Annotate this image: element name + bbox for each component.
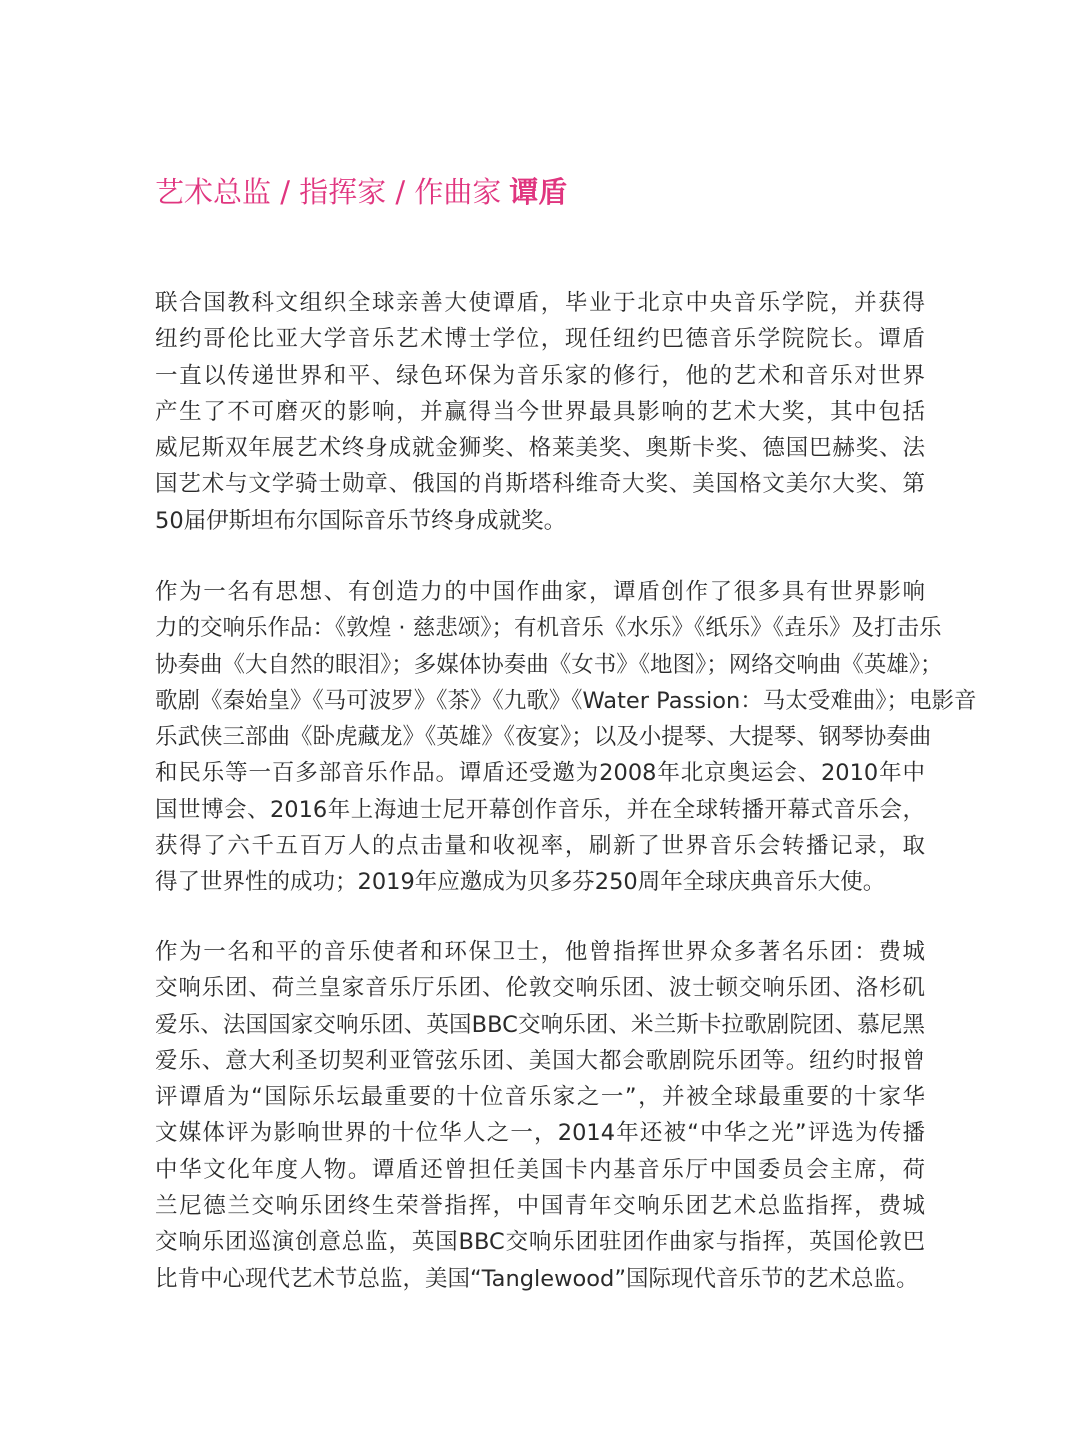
text-line: 产生了不可磨灭的影响，并赢得当今世界最具影响的艺术大奖，其中包括 bbox=[155, 398, 925, 425]
text-line: 中华文化年度人物。谭盾还曾担任美国卡内基音乐厅中国委员会主席，荷 bbox=[155, 1156, 925, 1183]
text-line: 交响乐团、荷兰皇家音乐厅乐团、伦敦交响乐团、波士顿交响乐团、洛杉矶 bbox=[155, 975, 925, 1002]
text-line: 协奏曲《大自然的眼泪》；多媒体协奏曲《女书》《地图》；网络交响曲《英雄》； bbox=[155, 651, 943, 678]
text-line: 乐武侠三部曲《卧虎藏龙》《英雄》《夜宴》；以及小提琴、大提琴、钢琴协奏曲 bbox=[155, 724, 932, 751]
page-title bbox=[155, 170, 935, 214]
text-line: 国艺术与文学骑士勋章、俄国的肖斯塔科维奇大奖、美国格文美尔大奖、第 bbox=[155, 471, 925, 498]
text-line: 爱乐、法国国家交响乐团、英国BBC交响乐团、米兰斯卡拉歌剧院团、慕尼黑 bbox=[155, 1011, 925, 1038]
text-line: 一直以传递世界和平、绿色环保为音乐家的修行，他的艺术和音乐对世界 bbox=[155, 362, 925, 389]
text-line: 50届伊斯坦布尔国际音乐节终身成就奖。 bbox=[155, 507, 567, 534]
title-roles: 艺术总监 / 指挥家 / 作曲家 bbox=[155, 175, 502, 209]
text-line: 获得了六千五百万人的点击量和收视率，刷新了世界音乐会转播记录，取 bbox=[155, 833, 925, 860]
text-line: 作为一名有思想、有创造力的中国作曲家，谭盾创作了很多具有世界影响 bbox=[155, 579, 925, 605]
text-line: 爱乐、意大利圣切契利亚管弦乐团、美国大都会歌剧院乐团等。纽约时报曾 bbox=[155, 1047, 925, 1074]
text-line: 文媒体评为影响世界的十位华人之一，2014年还被“中华之光”评选为传播 bbox=[155, 1120, 925, 1147]
paragraph-works bbox=[155, 574, 977, 901]
text-line: 纽约哥伦比亚大学音乐艺术博士学位，现任纽约巴德音乐学院院长。谭盾 bbox=[155, 326, 925, 353]
text-line: 国世博会、2016年上海迪士尼开幕创作音乐，并在全球转播开幕式音乐会， bbox=[155, 796, 925, 823]
text-line: 兰尼德兰交响乐团终生荣誉指挥，中国青年交响乐团艺术总监指挥，费城 bbox=[155, 1193, 925, 1220]
text-line: 威尼斯双年展艺术终身成就金狮奖、格莱美奖、奥斯卡奖、德国巴赫奖、法 bbox=[155, 435, 925, 462]
text-line: 联合国教科文组织全球亲善大使谭盾，毕业于北京中央音乐学院，并获得 bbox=[155, 290, 925, 316]
text-line: 比肯中心现代艺术节总监，美国“Tanglewood”国际现代音乐节的艺术总监。 bbox=[155, 1265, 919, 1292]
text-line: 交响乐团巡演创意总监，英国BBC交响乐团驻团作曲家与指挥，英国伦敦巴 bbox=[155, 1229, 925, 1256]
text-line: 歌剧《秦始皇》《马可波罗》《茶》《九歌》《Water Passion：马太受难曲》；电影音 bbox=[155, 687, 977, 714]
text-line: 力的交响乐作品：《敦煌 · 慈悲颂》；有机音乐《水乐》《纸乐》《垚乐》及打击乐 bbox=[155, 615, 942, 642]
title-name: 谭盾 bbox=[509, 175, 568, 209]
text-line: 作为一名和平的音乐使者和环保卫士，他曾指挥世界众多著名乐团：费城 bbox=[155, 939, 925, 965]
text-line: 评谭盾为“国际乐坛最重要的十位音乐家之一”，并被全球最重要的十家华 bbox=[155, 1084, 925, 1111]
text-line: 得了世界性的成功；2019年应邀成为贝多芬250周年全球庆典音乐大使。 bbox=[155, 869, 886, 896]
paragraph-biography bbox=[155, 285, 925, 539]
paragraph-conducting bbox=[155, 934, 925, 1297]
text-line: 和民乐等一百多部音乐作品。谭盾还受邀为2008年北京奥运会、2010年中 bbox=[155, 760, 925, 787]
